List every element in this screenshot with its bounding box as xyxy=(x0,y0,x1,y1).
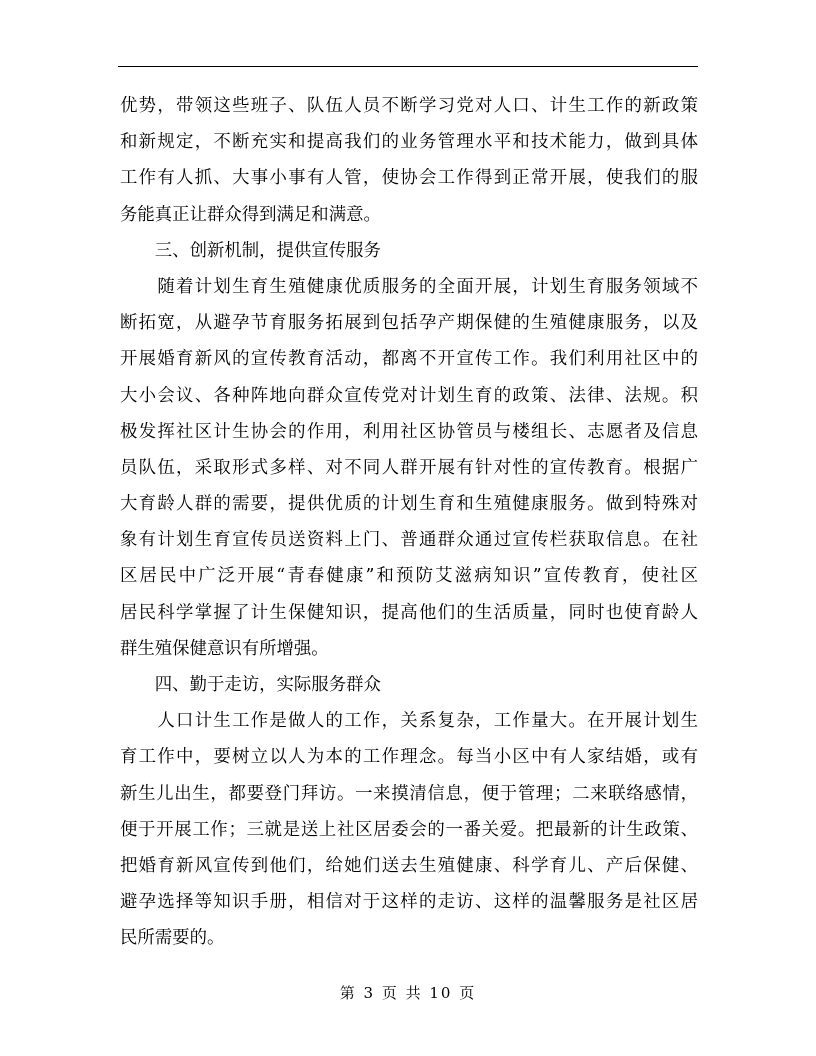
paragraph-line: 工作有人抓、大事小事有人管，使协会工作得到正常开展，使我们的服 xyxy=(120,168,698,189)
paragraph-line: 区居民中广泛开展“青春健康”和预防艾滋病知识”宣传教育，使社区 xyxy=(120,566,698,587)
paragraph-line: 居民科学掌握了计生保健知识，提高他们的生活质量，同时也使育龄人 xyxy=(120,602,698,623)
paragraph-line: 大小会议、各种阵地向群众宣传党对计划生育的政策、法律、法规。积 xyxy=(120,385,698,406)
paragraph-line: 便于开展工作；三就是送上社区居委会的一番关爱。把最新的计生政策、 xyxy=(120,819,698,840)
paragraph-line: 员队伍，采取形式多样、对不同人群开展有针对性的宣传教育。根据广 xyxy=(120,457,698,478)
paragraph-line: 开展婚育新风的宣传教育活动，都离不开宣传工作。我们利用社区中的 xyxy=(120,349,698,370)
paragraph-line: 群生殖保健意识有所增强。 xyxy=(120,638,329,659)
paragraph-line: 断拓宽，从避孕节育服务拓展到包括孕产期保健的生殖健康服务，以及 xyxy=(120,313,698,334)
header-rule xyxy=(118,66,698,67)
paragraph-line: 和新规定，不断充实和提高我们的业务管理水平和技术能力，做到具体 xyxy=(120,132,698,153)
paragraph-line: 育工作中，要树立以人为本的工作理念。每当小区中有人家结婚，或有 xyxy=(120,747,698,768)
paragraph-line: 随着计划生育生殖健康优质服务的全面开展，计划生育服务领域不 xyxy=(120,276,698,297)
paragraph-line: 把婚育新风宣传到他们，给她们送去生殖健康、科学育儿、产后保健、 xyxy=(120,855,698,876)
paragraph-line: 新生儿出生，都要登门拜访。一来摸清信息，便于管理；二来联络感情， xyxy=(120,783,698,804)
paragraph-line: 极发挥社区计生协会的作用，利用社区协管员与楼组长、志愿者及信息 xyxy=(120,421,698,442)
section-heading: 三、创新机制，提供宣传服务 xyxy=(120,240,381,261)
document-body xyxy=(120,88,698,957)
page-footer: 第 3 页 共 10 页 xyxy=(339,984,477,1002)
paragraph-line: 大育龄人群的需要，提供优质的计划生育和生殖健康服务。做到特殊对 xyxy=(120,494,698,515)
paragraph-line: 民所需要的。 xyxy=(120,928,225,949)
paragraph-line: 人口计生工作是做人的工作，关系复杂，工作量大。在开展计划生 xyxy=(120,711,698,732)
paragraph-line: 避孕选择等知识手册，相信对于这样的走访、这样的温馨服务是社区居 xyxy=(120,892,698,913)
paragraph-line: 务能真正让群众得到满足和满意。 xyxy=(120,204,381,225)
section-heading: 四、勤于走访，实际服务群众 xyxy=(120,675,381,695)
paragraph-line: 象有计划生育宣传员送资料上门、普通群众通过宣传栏获取信息。在社 xyxy=(120,530,698,551)
paragraph-line: 优势，带领这些班子、队伍人员不断学习党对人口、计生工作的新政策 xyxy=(120,96,698,116)
